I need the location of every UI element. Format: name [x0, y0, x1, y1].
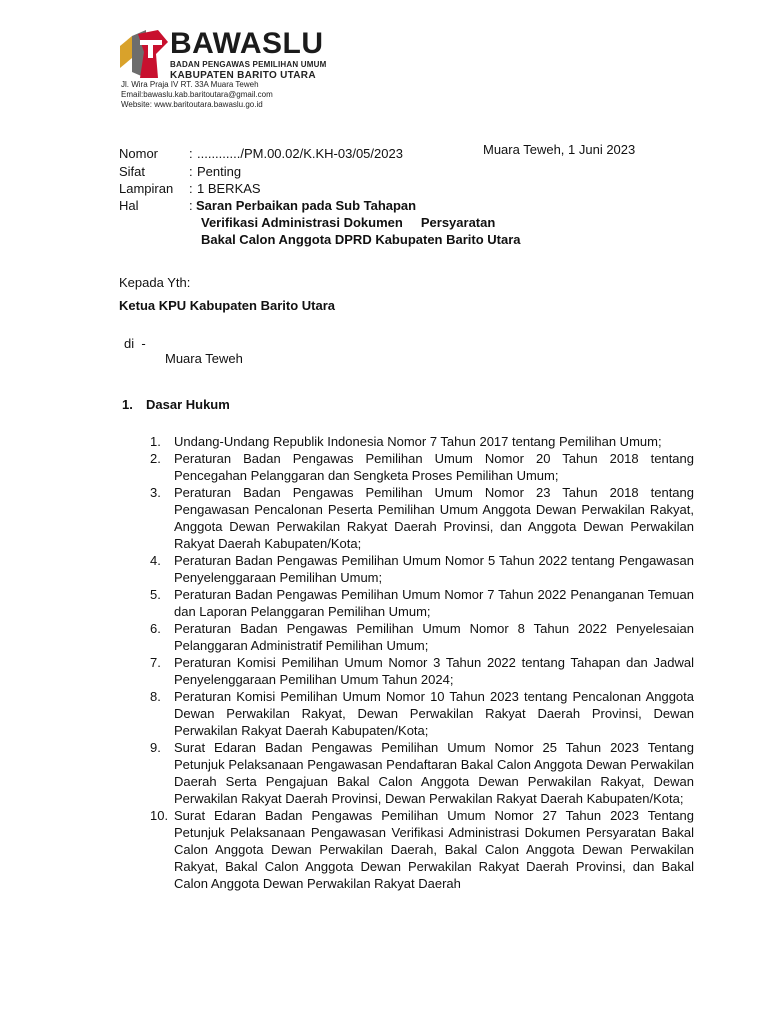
item-text: Peraturan Komisi Pemilihan Umum Nomor 10 Tahun 2023 tentang Pencalonan Anggota Dewan Perwakilan Rakyat, Dewan Perwakilan Rakyat Daerah Provinsi, Dewan Perwakilan Rakyat Daerah Kabupaten/Kota;: [174, 689, 694, 738]
item-text: Peraturan Badan Pengawas Pemilihan Umum Nomor 20 Tahun 2018 tentang Pencegahan Pelanggaran dan Sengketa Proses Pemilihan Umum;: [174, 451, 694, 483]
item-number: 2.: [150, 451, 161, 466]
website-text: Website: www.baritoutara.bawaslu.go.id: [121, 100, 263, 109]
subject-line: Bakal Calon Anggota DPRD Kabupaten Barito Utara: [201, 232, 521, 247]
subject-line: Verifikasi Administrasi Dokumen Persyaratan: [201, 215, 496, 230]
item-number: 4.: [150, 553, 161, 568]
salutation: Kepada Yth:: [119, 275, 191, 290]
item-number: 6.: [150, 621, 161, 636]
item-number: 8.: [150, 689, 161, 704]
recipient-name: Ketua KPU Kabupaten Barito Utara: [119, 298, 335, 313]
item-text: Peraturan Badan Pengawas Pemilihan Umum Nomor 5 Tahun 2022 tentang Pengawasan Penyelenggaraan Pemilihan Umum;: [174, 553, 694, 585]
item-number: 9.: [150, 740, 161, 755]
list-item: [150, 433, 694, 450]
letter-date: Muara Teweh, 1 Juni 2023: [483, 142, 636, 157]
subject-line: Saran Perbaikan pada Sub Tahapan: [196, 198, 417, 213]
legal-basis-list: [150, 433, 694, 892]
list-item: [150, 807, 694, 892]
logo-gold-shape: [120, 36, 132, 68]
item-number: 5.: [150, 587, 161, 602]
recipient-di: di -: [124, 336, 146, 351]
field-colon: :: [189, 146, 193, 161]
field-label: Hal: [119, 198, 139, 213]
field-colon: :: [189, 198, 193, 213]
item-text: Surat Edaran Badan Pengawas Pemilihan Umum Nomor 27 Tahun 2023 Tentang Petunjuk Pelaksanaan Pengawasan Verifikasi Administrasi Dokumen Persyaratan Bakal Calon Anggota Dewan Perwakilan Daerah, Bakal Calon Anggota Dewan Perwakilan Rakyat, Bakal Calon Anggota Dewan Perwakilan Rakyat Daerah Provinsi, dan Bakal Calon Anggota Dewan Perwakilan Rakyat Daerah: [174, 808, 694, 891]
subject-text: [196, 197, 521, 248]
address-text: Jl. Wira Praja IV RT. 33A Muara Teweh: [121, 80, 259, 89]
logo-white-cross-v: [148, 40, 153, 58]
field-value: ............/PM.00.02/K.KH-03/05/2023: [197, 146, 403, 161]
email-text: Email:bawaslu.kab.baritoutara@gmail.com: [121, 90, 273, 99]
list-item: [150, 654, 694, 688]
item-text: Peraturan Badan Pengawas Pemilihan Umum Nomor 23 Tahun 2018 tentang Pengawasan Pencalonan Peserta Pemilihan Umum Anggota Dewan Perwakilan Rakyat, Anggota Dewan Perwakilan Rakyat Daerah Provinsi, dan Anggota Dewan Perwakilan Rakyat Daerah Kabupaten/Kota;: [174, 485, 694, 551]
field-colon: :: [189, 181, 193, 196]
field-value: Penting: [197, 164, 242, 179]
item-text: Peraturan Komisi Pemilihan Umum Nomor 3 Tahun 2022 tentang Tahapan dan Jadwal Penyelenggaraan Pemilihan Umum Tahun 2024;: [174, 655, 694, 687]
item-text: Undang-Undang Republik Indonesia Nomor 7 Tahun 2017 tentang Pemilihan Umum;: [174, 434, 662, 449]
list-item: [150, 620, 694, 654]
item-text: Peraturan Badan Pengawas Pemilihan Umum Nomor 8 Tahun 2022 Penyelesaian Pelanggaran Administratif Pemilihan Umum;: [174, 621, 694, 653]
section-heading: [122, 397, 230, 412]
item-number: 3.: [150, 485, 161, 500]
brand-line-agency: BADAN PENGAWAS PEMILIHAN UMUM: [170, 60, 327, 69]
item-number: 10.: [150, 808, 169, 823]
field-colon: :: [189, 164, 193, 179]
letterhead-contact: [121, 80, 273, 110]
list-item: [150, 688, 694, 739]
field-label: Nomor: [119, 146, 159, 161]
list-item: [150, 552, 694, 586]
item-number: 1.: [150, 434, 161, 449]
list-item: [150, 586, 694, 620]
list-item: [150, 739, 694, 807]
recipient-place: Muara Teweh: [165, 351, 243, 366]
brand-line-region: KABUPATEN BARITO UTARA: [170, 70, 316, 81]
field-value: 1 BERKAS: [197, 181, 261, 196]
brand-name: BAWASLU: [170, 27, 324, 60]
section-title: Dasar Hukum: [146, 397, 230, 412]
letterhead-brand: [170, 28, 326, 81]
item-number: 7.: [150, 655, 161, 670]
list-item: [150, 450, 694, 484]
list-item: [150, 484, 694, 552]
section-number: 1.: [122, 397, 133, 412]
bawaslu-logo: [118, 28, 170, 80]
field-label: Sifat: [119, 164, 146, 179]
field-label: Lampiran: [119, 181, 174, 196]
item-text: Surat Edaran Badan Pengawas Pemilihan Umum Nomor 25 Tahun 2023 Tentang Petunjuk Pelaksanaan Pengawasan Pendaftaran Bakal Calon Anggota Dewan Perwakilan Daerah Serta Pengajuan Bakal Calon Anggota Dewan Perwakilan Rakyat, Dewan Perwakilan Rakyat Daerah Provinsi, Dewan Perwakilan Rakyat Daerah Kabupaten/Kota;: [174, 740, 694, 806]
item-text: Peraturan Badan Pengawas Pemilihan Umum Nomor 7 Tahun 2022 Penanganan Temuan dan Laporan Pelanggaran Pemilihan Umum;: [174, 587, 694, 619]
